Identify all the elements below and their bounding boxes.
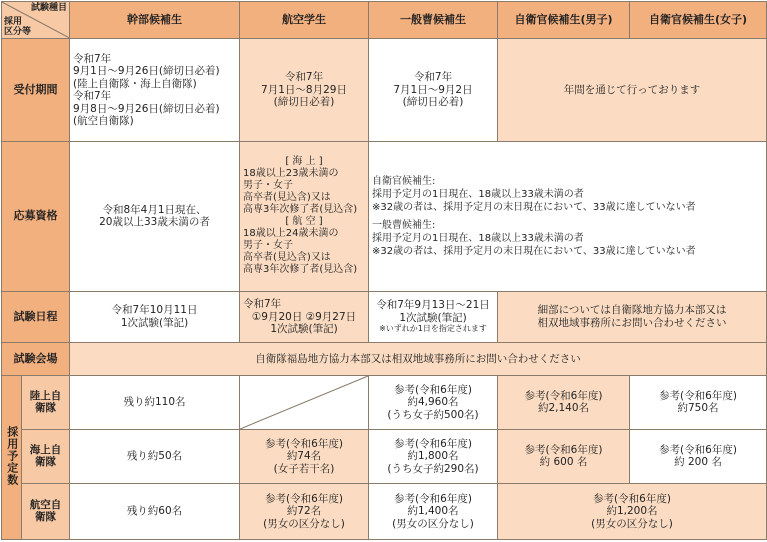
venue-text: 自衛隊福島地方協力本部又は相双地域事務所にお問い合わせください <box>70 343 767 375</box>
row-header-venue: 試験会場 <box>2 343 70 375</box>
row-schedule <box>2 291 767 343</box>
row-planned-kuu <box>2 483 767 539</box>
schedule-koukuu: 令和7年 ①9月20日 ②9月27日 1次試験(筆記) <box>240 291 369 343</box>
eligibility-others: 自衛官候補生: 採用予定月の1日現在、18歳以上33歳未満の者 ※32歳の者は、採用予定月の末日現在において、33歳に達していない者 一般曹候補生: 採用予定月の1日現在、18歳以上33歳未満の者 ※32歳の者は、採用予定月の末日現在において、33歳に達していない者 <box>369 142 767 291</box>
row-venue <box>2 343 767 375</box>
planned-kai-kanbu: 残り約50名 <box>70 429 240 483</box>
row-eligibility <box>2 142 767 291</box>
sub-header-riku: 陸上自衛隊 <box>22 375 70 429</box>
planned-kai-koukuu: 参考(令和6年度) 約74名 (女子若干名) <box>240 429 369 483</box>
corner-top-label: 試験種目 <box>30 3 67 13</box>
planned-riku-koukuu-empty <box>240 375 369 429</box>
reception-ippan: 令和7年 7月1日～9月2日 (締切日必着) <box>369 38 498 142</box>
row-reception <box>2 38 767 142</box>
planned-kai-male: 参考(令和6年度) 約 600 名 <box>498 429 630 483</box>
col-header-koukuu: 航空学生 <box>240 2 369 39</box>
schedule-ippan: 令和7年9月13日～21日 1次試験(筆記) ※いずれか1日を指定されます <box>369 291 498 343</box>
col-header-jieikan-male: 自衛官候補生(男子) <box>498 2 630 39</box>
planned-kuu-jieikan: 参考(令和6年度) 約1,200名 (男女の区分なし) <box>498 483 767 539</box>
schedule-kanbu: 令和7年10月11日 1次試験(筆記) <box>70 291 240 343</box>
eligibility-koukuu: [ 海 上 ] 18歳以上23歳未満の 男子・女子 高卒者(見込含)又は 高専3年次修了者(見込含) [ 航 空 ] 18歳以上24歳未満の 男子・女子 高卒者(見込含)又は 高専3年次修了者(見込含) <box>240 142 369 291</box>
header-row <box>2 2 767 39</box>
reception-koukuu: 令和7年 7月1日～8月29日 (締切日必着) <box>240 38 369 142</box>
corner-bottom-label: 採用 区分等 <box>4 16 32 37</box>
col-header-jieikan-female: 自衛官候補生(女子) <box>630 2 767 39</box>
eligibility-kanbu: 令和8年4月1日現在、 20歳以上33歳未満の者 <box>70 142 240 291</box>
planned-riku-male: 参考(令和6年度) 約2,140名 <box>498 375 630 429</box>
row-header-reception: 受付期間 <box>2 38 70 142</box>
planned-kai-ippan: 参考(令和6年度) 約1,800名 (うち女子約290名) <box>369 429 498 483</box>
reception-kanbu: 令和7年 9月1日～9月26日(締切日必着) (陸上自衛隊・海上自衛隊) 令和7年 9月8日～9月26日(締切日必着) (航空自衛隊) <box>70 38 240 142</box>
sub-header-kai: 海上自衛隊 <box>22 429 70 483</box>
planned-kuu-ippan: 参考(令和6年度) 約1,400名 (男女の区分なし) <box>369 483 498 539</box>
empty-cell-diagonal <box>240 376 368 429</box>
recruitment-table <box>1 1 767 540</box>
row-planned-kai <box>2 429 767 483</box>
col-header-ippan: 一般曹候補生 <box>369 2 498 39</box>
corner-cell <box>2 2 70 39</box>
planned-riku-ippan: 参考(令和6年度) 約4,960名 (うち女子約500名) <box>369 375 498 429</box>
planned-kuu-koukuu: 参考(令和6年度) 約72名 (男女の区分なし) <box>240 483 369 539</box>
row-header-schedule: 試験日程 <box>2 291 70 343</box>
row-header-planned: 採用予定数 <box>2 375 22 539</box>
sub-header-kuu: 航空自衛隊 <box>22 483 70 539</box>
planned-riku-female: 参考(令和6年度) 約750名 <box>630 375 767 429</box>
col-header-kanbu: 幹部候補生 <box>70 2 240 39</box>
planned-kuu-kanbu: 残り約60名 <box>70 483 240 539</box>
planned-kai-female: 参考(令和6年度) 約 200 名 <box>630 429 767 483</box>
schedule-jieikan: 細部については自衛隊地方協力本部又は 相双地域事務所にお問い合わせください <box>498 291 767 343</box>
schedule-ippan-note: ※いずれか1日を指定されます <box>379 324 487 334</box>
row-header-eligibility: 応募資格 <box>2 142 70 291</box>
reception-jieikan: 年間を通じて行っております <box>498 38 767 142</box>
row-planned-riku <box>2 375 767 429</box>
planned-riku-kanbu: 残り約110名 <box>70 375 240 429</box>
